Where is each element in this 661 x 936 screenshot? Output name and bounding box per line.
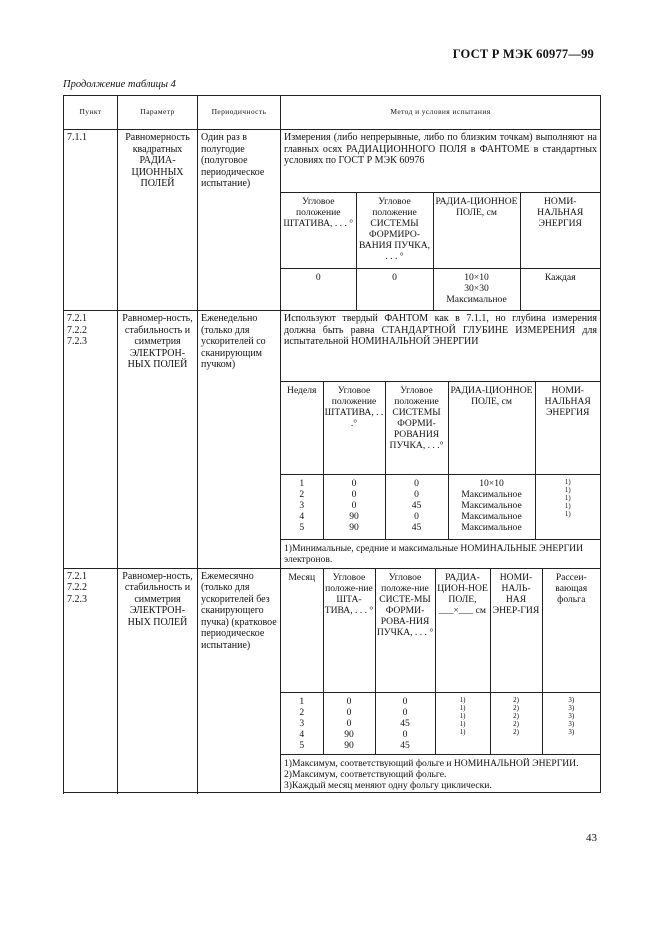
subheader-field: РАДИА-ЦИОННОЕ ПОЛЕ, см <box>448 382 535 474</box>
footnote-mark: 1) <box>459 704 466 713</box>
periodicity-cell: Еженедельно (только для ускорителей со сканирующим пучком) <box>198 311 281 569</box>
test-methods-table <box>63 95 601 793</box>
periodicity-cell: Ежемесячно (только для ускорителей без сканирующего пучка) (кратковое периодическое испытание) <box>198 568 281 793</box>
table-row <box>64 568 601 793</box>
field-value: Максимальное <box>461 488 522 500</box>
field-value: Максимальное <box>461 499 522 511</box>
month-values <box>281 693 323 755</box>
collimator-value: 0 <box>356 268 433 310</box>
gantry-value: 90 <box>344 729 354 741</box>
footnotes <box>281 755 600 793</box>
subheader-week: Неделя <box>287 385 317 396</box>
parameter-cell: Равномер-ность, стабильность и симметрия ЭЛЕКТРОН-НЫХ ПОЛЕЙ <box>118 311 198 569</box>
field-value: Максимальное <box>461 510 522 522</box>
gantry-value: 90 <box>344 740 354 752</box>
footnote-mark: 3) <box>568 728 575 737</box>
week-value: 3 <box>299 499 305 511</box>
gantry-value: 0 <box>351 477 357 489</box>
footnote: 1)Максимум, соответствующий фольге и НОМИНАЛЬНОЙ ЭНЕРГИИ. <box>284 758 579 770</box>
gantry-value: 0 <box>346 707 352 719</box>
collimator-value: 0 <box>402 707 408 719</box>
item-number: 7.2.2 <box>67 324 87 336</box>
col-header-item: Пункт <box>64 96 118 130</box>
subheader-energy: НОМИ-НАЛЬНАЯ ЭНЕРГИЯ <box>520 193 600 268</box>
week-value: 4 <box>299 510 305 522</box>
item-number: 7.1.1 <box>64 130 118 311</box>
subheader-gantry: Угловое положение ШТАТИВА, . . .° <box>323 382 385 474</box>
footnote-mark: 3) <box>568 704 575 713</box>
footnote-mark: 1) <box>459 728 466 737</box>
conditions-grid-2 <box>281 382 601 569</box>
field-size: Максимальное <box>446 293 507 305</box>
item-number: 7.2.3 <box>67 593 87 605</box>
collimator-values <box>385 474 448 539</box>
item-numbers <box>64 311 118 569</box>
footnote: 3)Каждый месяц меняют одну фольгу циклически. <box>284 780 492 792</box>
item-number: 7.2.2 <box>67 582 87 594</box>
footnote: 1)Минимальные, средние и максимальные НОМИНАЛЬНЫЕ ЭНЕРГИИ электронов. <box>281 539 600 568</box>
gantry-value: 90 <box>349 521 359 533</box>
subheader-collimator: Угловое положе-ние СИСТЕ-МЫ ФОРМИ-РОВА-НИЯ ПУЧКА, . . . ° <box>375 569 435 693</box>
month-value: 5 <box>299 740 305 752</box>
footnote-mark: 3) <box>568 696 575 705</box>
collimator-value: 45 <box>411 521 422 533</box>
energy-value: Каждая <box>520 268 600 310</box>
page-number: 43 <box>586 832 597 844</box>
collimator-value: 0 <box>414 488 419 500</box>
footnote-mark: 3) <box>568 720 575 729</box>
gantry-values <box>323 693 375 755</box>
subheader-field: РАДИА-ЦИОН-НОЕ ПОЛЕ, ___×___ см <box>435 569 490 693</box>
parameter-cell: Равномерность квадратных РАДИА-ЦИОННЫХ ПОЛЕЙ <box>118 130 198 311</box>
energy-footnote-mark: 1) <box>564 477 571 486</box>
method-text: Используют твердый ФАНТОМ как в 7.1.1, но глубина измерения должна быть равна СТАНДАРТНОЙ ГЛУБИНЕ ИЗМЕРЕНИЯ для испытательной НОМИНАЛЬНОЙ ЭНЕРГИИ <box>281 311 601 382</box>
conditions-grid-3 <box>281 568 601 793</box>
week-value: 5 <box>299 521 305 533</box>
energy-footnote-mark: 1) <box>564 509 571 518</box>
parameter-cell: Равномер-ность, стабильность и симметрия ЭЛЕКТРОН-НЫХ ПОЛЕЙ <box>118 568 198 793</box>
standard-title: ГОСТ Р МЭК 60977—99 <box>452 47 594 61</box>
subheader-month: Месяц <box>288 571 316 583</box>
gantry-value: 90 <box>349 510 359 522</box>
week-values <box>281 474 323 539</box>
month-value: 1 <box>299 696 305 708</box>
periodicity-cell: Один раз в полугодие (полуговое периодическое испытание) <box>198 130 281 311</box>
table-header-row <box>64 96 601 130</box>
subheader-gantry: Угловое положение ШТАТИВА, . . . ° <box>283 196 354 230</box>
gantry-value: 0 <box>346 696 352 708</box>
week-value: 1 <box>299 477 305 489</box>
subheader-collimator: Угловое положение СИСТЕМЫ ФОРМИ-РОВАНИЯ ПУЧКА, . . .° <box>385 382 448 474</box>
table-continuation-caption: Продолжение таблицы 4 <box>63 79 176 90</box>
subheader-gantry: Угловое положе-ние ШТА-ТИВА, . . . ° <box>323 569 375 693</box>
field-marks <box>435 693 490 755</box>
table-row <box>64 311 601 382</box>
gantry-value: 0 <box>346 718 352 730</box>
col-header-parameter: Параметр <box>118 96 198 130</box>
collimator-value: 45 <box>400 718 410 730</box>
collimator-value: 0 <box>402 696 408 708</box>
conditions-grid-1 <box>281 193 601 311</box>
gantry-value: 0 <box>351 488 357 500</box>
collimator-value: 0 <box>414 510 419 522</box>
subheader-energy: НОМИ-НАЛЬНАЯ ЭНЕРГИЯ <box>535 382 600 474</box>
item-number: 7.2.1 <box>67 313 87 324</box>
week-value: 2 <box>299 488 305 500</box>
footnote-mark: 1) <box>459 712 466 721</box>
energy-footnote-mark: 1) <box>564 501 571 510</box>
energy-marks <box>490 693 542 755</box>
field-size: 30×30 <box>464 282 489 294</box>
collimator-value: 0 <box>402 729 408 741</box>
subheader-foil: Рассеи-вающая фольга <box>542 569 600 693</box>
subheader-energy: НОМИ-НАЛЬ-НАЯ ЭНЕР-ГИЯ <box>490 569 542 693</box>
collimator-value: 45 <box>411 499 422 511</box>
table-row <box>64 130 601 193</box>
field-values <box>433 268 520 310</box>
footnote-mark: 1) <box>459 696 466 705</box>
foil-marks <box>542 693 600 755</box>
footnote-mark: 1) <box>459 720 466 729</box>
footnote-mark: 3) <box>568 712 575 721</box>
energy-footnote-mark: 1) <box>564 493 571 502</box>
footnote-mark: 2) <box>513 720 519 729</box>
footnote-mark: 2) <box>513 704 519 713</box>
gantry-value: 0 <box>281 268 356 310</box>
item-numbers <box>64 568 118 793</box>
item-number: 7.2.1 <box>67 570 87 582</box>
collimator-values <box>375 693 435 755</box>
footnote: 2)Максимум, соответствующий фольге. <box>284 769 447 781</box>
month-value: 4 <box>299 729 305 741</box>
field-values <box>448 474 535 539</box>
method-text: Измерения (либо непрерывные, либо по близким точкам) выполняют на главных осях РАДИАЦИОННОГО ПОЛЯ в ФАНТОМЕ в стандартных условиях по ГОСТ Р МЭК 60976 <box>281 130 601 193</box>
footnote-mark: 2) <box>513 728 519 737</box>
energy-marks <box>535 474 600 539</box>
month-value: 2 <box>299 707 305 719</box>
footnote-mark: 2) <box>513 712 519 721</box>
gantry-values <box>323 474 385 539</box>
field-value: 10×10 <box>479 477 504 489</box>
field-value: Максимальное <box>461 521 522 533</box>
gantry-value: 0 <box>351 499 357 511</box>
footnote-mark: 2) <box>513 696 519 705</box>
collimator-value: 45 <box>400 740 410 752</box>
col-header-periodicity: Периодичность <box>198 96 281 130</box>
collimator-value: 0 <box>414 477 419 489</box>
subheader-collimator: Угловое положение СИСТЕМЫ ФОРМИРО-ВАНИЯ ПУЧКА, . . . ° <box>356 193 433 268</box>
field-size: 10×10 <box>464 271 489 283</box>
item-number: 7.2.3 <box>67 336 87 347</box>
subheader-field: РАДИА-ЦИОННОЕ ПОЛЕ, см <box>433 193 520 268</box>
energy-footnote-mark: 1) <box>564 485 571 494</box>
month-value: 3 <box>299 718 305 730</box>
col-header-method: Метод и условия испытания <box>281 96 601 130</box>
